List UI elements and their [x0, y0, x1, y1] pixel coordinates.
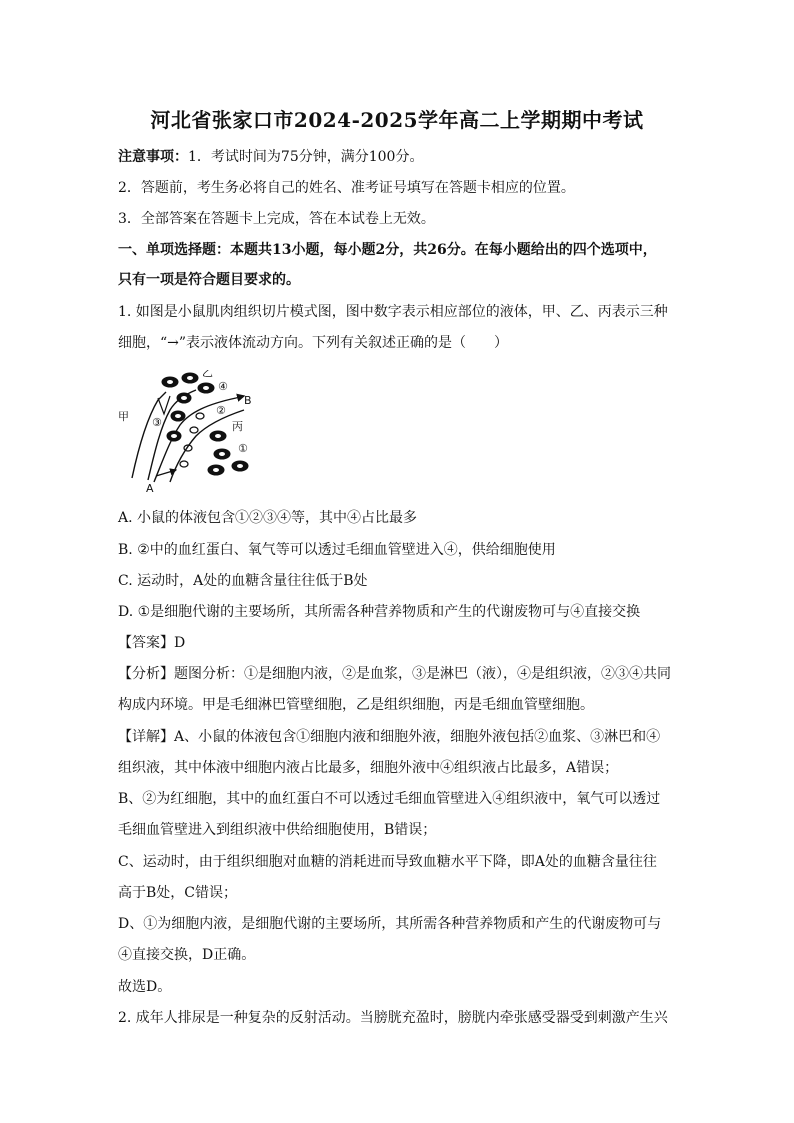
q2-stem-line-1: 2. 成年人排尿是一种复杂的反射活动。当膀胱充盈时，膀胱内牵张感受器受到刺激产生兴	[118, 1010, 668, 1026]
detail-text-1: A、小鼠的体液包含①细胞内液和细胞外液，细胞外液包括②血浆、③淋巴和④	[174, 729, 661, 745]
q1-option-a: A. 小鼠的体液包含①②③④等，其中④占比最多	[118, 510, 418, 526]
q1-detail-line-7: D、①为细胞内液，是细胞代谢的主要场所，其所需各种营养物质和产生的代谢废物可与	[118, 916, 662, 932]
q1-analysis-line-1	[118, 664, 678, 684]
q1-answer: 【答案】D	[118, 635, 186, 651]
muscle-tissue-diagram	[118, 370, 263, 495]
notice-text-1: 1．考试时间为75分钟，满分100分。	[188, 149, 424, 165]
q1-conclusion: 故选D。	[118, 979, 172, 995]
label-a: A	[146, 482, 154, 495]
q1-detail-line-6: 高于B处，C错误；	[118, 885, 237, 901]
label-2: ②	[216, 404, 226, 417]
page-title: 河北省张家口市2024-2025学年高二上学期期中考试	[150, 108, 644, 132]
q1-analysis-line-2: 构成内环境。甲是毛细淋巴管壁细胞，乙是组织细胞，丙是毛细血管壁细胞。	[118, 697, 594, 713]
flow-arrow-b	[236, 396, 244, 398]
q1-detail-line-4: 毛细血管壁进入到组织液中供给细胞使用，B错误；	[118, 822, 437, 838]
diagram-svg	[118, 370, 263, 495]
q1-detail-line-5: C、运动时，由于组织细胞对血糖的消耗进而导致血糖水平下降，即A处的血糖含量往往	[118, 854, 657, 870]
notice-line-3: 3．全部答案在答题卡上完成，答在本试卷上无效。	[118, 211, 435, 227]
detail-label: 【详解】	[118, 729, 174, 745]
q1-option-b: B. ②中的血红蛋白、氧气等可以透过毛细血管壁进入④，供给细胞使用	[118, 542, 556, 558]
q1-stem-line-2: 细胞，“→”表示液体流动方向。下列有关叙述正确的是（ ）	[118, 335, 509, 351]
label-b: B	[244, 394, 252, 407]
section-heading-line-2: 只有一项是符合题目要求的。	[118, 272, 300, 288]
analysis-label: 【分析】	[118, 666, 174, 682]
label-4: ④	[218, 380, 228, 393]
q1-option-d: D. ①是细胞代谢的主要场所，其所需各种营养物质和产生的代谢废物可与④直接交换	[118, 604, 641, 620]
notice-label: 注意事项：	[118, 149, 188, 165]
q1-detail-line-8: ④直接交换，D正确。	[118, 947, 256, 963]
analysis-text-1: 题图分析：①是细胞内液，②是血浆，③是淋巴（液），④是组织液，②③④共同	[174, 666, 671, 682]
q1-detail-line-1	[118, 727, 678, 747]
q1-detail-line-2: 组织液，其中体液中细胞内液占比最多，细胞外液中④组织液占比最多，A错误；	[118, 760, 619, 776]
notice-line-1	[118, 147, 678, 167]
label-bing: 丙	[232, 420, 243, 433]
q1-stem-line-1: 1. 如图是小鼠肌肉组织切片模式图，图中数字表示相应部位的液体，甲、乙、丙表示三种	[118, 304, 668, 320]
q1-detail-line-3: B、②为红细胞，其中的血红蛋白不可以透过毛细血管壁进入④组织液中，氧气可以透过	[118, 791, 661, 807]
q1-option-c: C. 运动时，A处的血糖含量往往低于B处	[118, 573, 368, 589]
label-3: ③	[152, 416, 162, 429]
section-heading-line-1: 一、单项选择题：本题共13小题，每小题2分，共26分。在每小题给出的四个选项中，	[118, 242, 657, 258]
label-1: ①	[238, 442, 248, 455]
label-yi: 乙	[202, 370, 213, 379]
label-jia: 甲	[118, 410, 129, 423]
notice-line-2: 2．答题前，考生务必将自己的姓名、准考证号填写在答题卡相应的位置。	[118, 180, 575, 196]
